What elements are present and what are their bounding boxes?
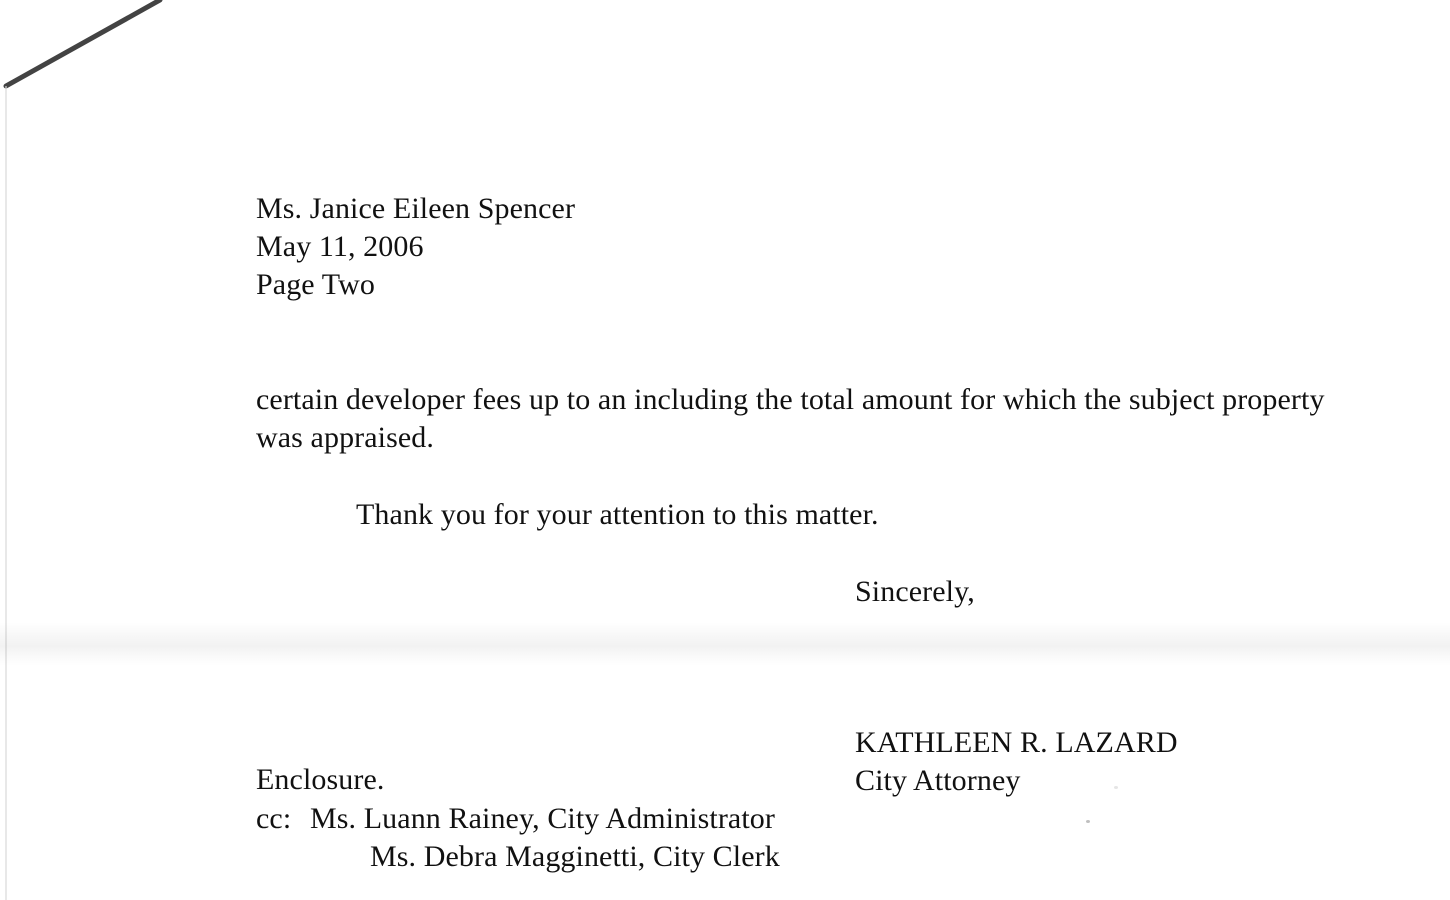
closing-salutation: Sincerely,	[855, 575, 975, 608]
signer-name: KATHLEEN R. LAZARD	[855, 726, 1178, 759]
cc-line-1	[256, 800, 775, 838]
scanner-smudge-band	[0, 622, 1450, 666]
body-paragraph-2: Thank you for your attention to this matter.	[356, 498, 879, 531]
cc-label: cc:	[256, 802, 292, 835]
signature-block	[855, 724, 1178, 800]
scan-speck	[1086, 820, 1090, 823]
page-number: Page Two	[256, 268, 375, 301]
body-paragraph-1-line-1: certain developer fees up to an including the total amount for which the subject property	[256, 383, 1325, 416]
signer-title: City Attorney	[855, 764, 1021, 797]
scan-speck	[1114, 786, 1118, 789]
letter-date: May 11, 2006	[256, 230, 424, 263]
cc-recipient-1: Ms. Luann Rainey, City Administrator	[310, 802, 775, 835]
recipient-header	[256, 190, 575, 304]
body-paragraph-1-line-2: was appraised.	[256, 421, 435, 454]
body-paragraph-1	[256, 381, 1325, 457]
enclosure-note: Enclosure.	[256, 763, 385, 796]
recipient-name: Ms. Janice Eileen Spencer	[256, 192, 576, 225]
cc-recipient-2: Ms. Debra Magginetti, City Clerk	[370, 840, 780, 873]
